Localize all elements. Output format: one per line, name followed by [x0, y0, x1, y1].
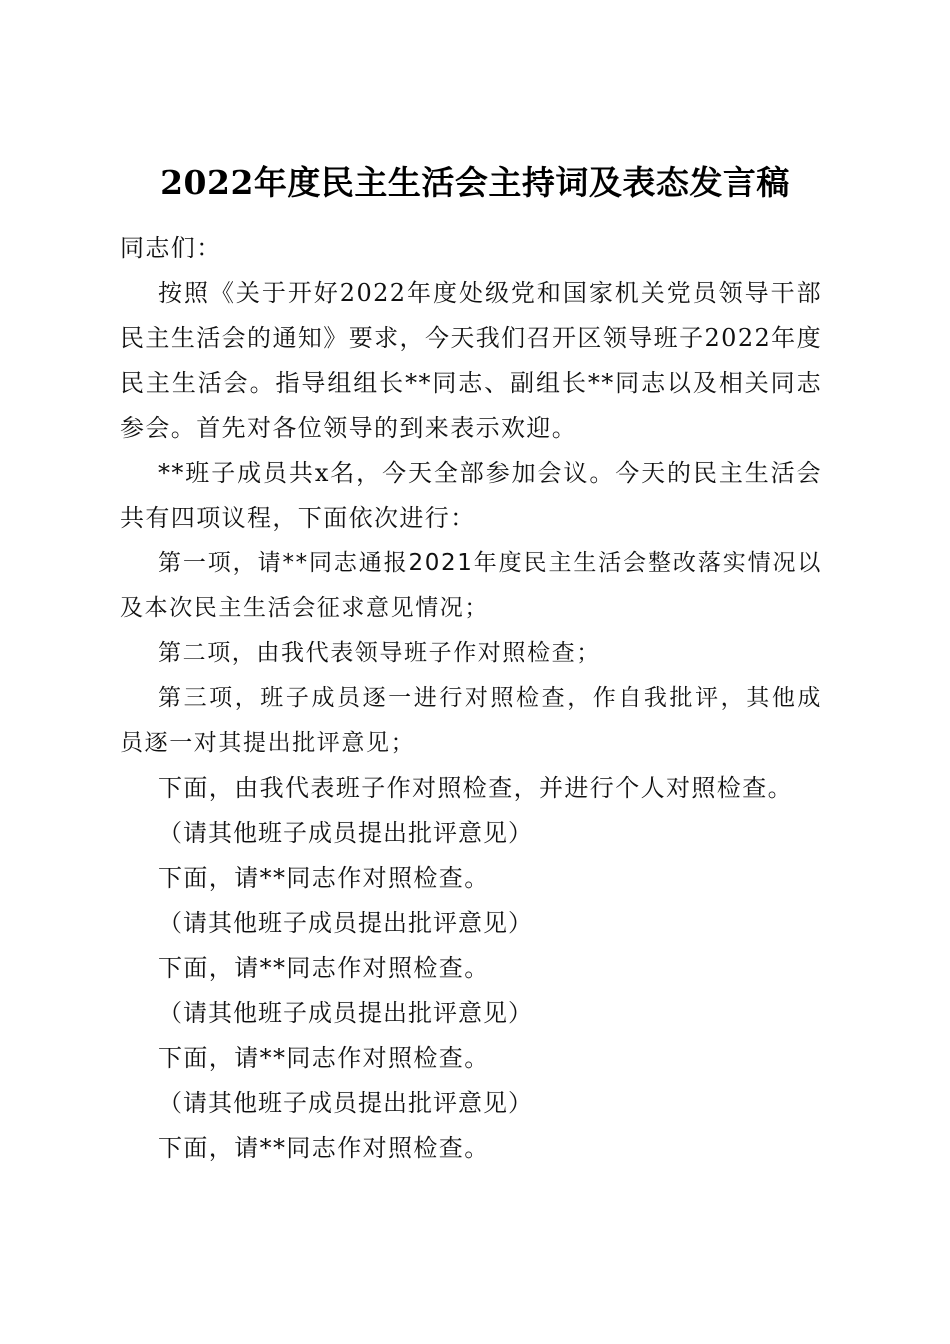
- proceeding-line: 下面，由我代表班子作对照检查，并进行个人对照检查。: [158, 774, 793, 802]
- proceeding-line: 下面，请**同志作对照检查。: [158, 1044, 490, 1072]
- agenda-item-2: 第二项，由我代表领导班子作对照检查；: [158, 640, 601, 666]
- proceeding-line: 下面，请**同志作对照检查。: [158, 954, 490, 982]
- document-title: 2022年度民主生活会主持词及表态发言稿: [160, 163, 790, 203]
- criticism-note: （请其他班子成员提出批评意见）: [158, 819, 533, 847]
- document-body: [120, 226, 822, 1171]
- proceeding-line: 下面，请**同志作对照检查。: [158, 1134, 490, 1162]
- opening-paragraph: 按照《关于开好2022年度处级党和国家机关党员领导干部民主生活会的通知》要求，今天我们召开区领导班子2022年度民主生活会。指导组组长**同志、副组长**同志以及相关同志参会。首先对各位领导的到来表示欢迎。: [120, 279, 822, 442]
- attendance-paragraph: **班子成员共x名，今天全部参加会议。今天的民主生活会共有四项议程，下面依次进行：: [120, 459, 822, 532]
- criticism-note: （请其他班子成员提出批评意见）: [158, 999, 533, 1027]
- salutation: 同志们：: [120, 234, 222, 262]
- proceeding-line: 下面，请**同志作对照检查。: [158, 864, 490, 892]
- agenda-item-1: 第一项，请**同志通报2021年度民主生活会整改落实情况以及本次民主生活会征求意见情况；: [120, 550, 822, 621]
- agenda-item-3: 第三项，班子成员逐一进行对照检查，作自我批评，其他成员逐一对其提出批评意见；: [120, 685, 822, 756]
- criticism-note: （请其他班子成员提出批评意见）: [158, 909, 533, 937]
- criticism-note: （请其他班子成员提出批评意见）: [158, 1089, 533, 1117]
